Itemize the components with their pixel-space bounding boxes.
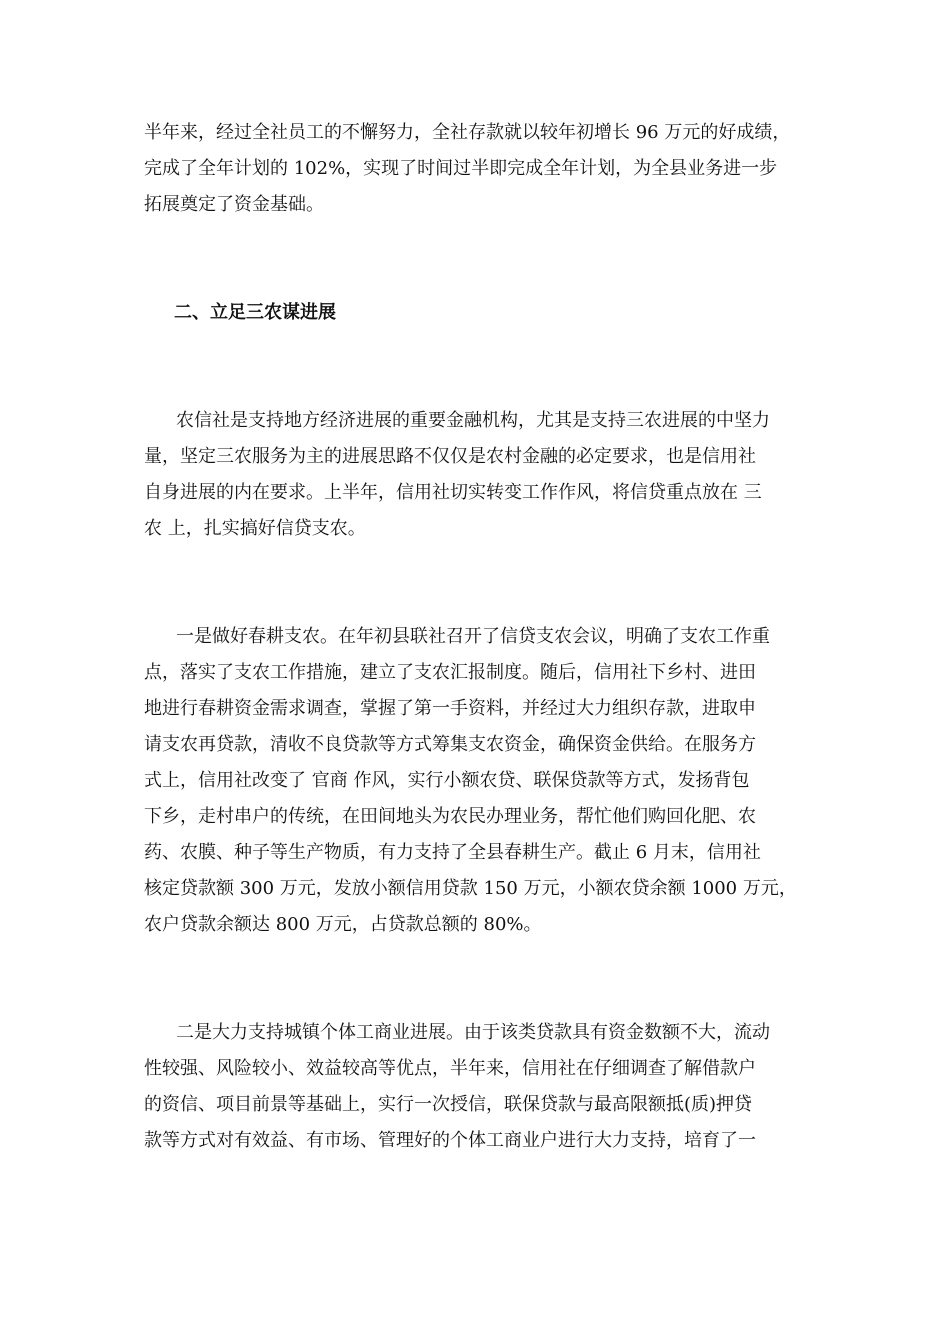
text-line: 式上，信用社改变了 官商 作风，实行小额农贷、联保贷款等方式，发扬背包 (144, 770, 750, 791)
document-page (144, 115, 814, 1159)
text-line: 点，落实了支农工作措施，建立了支农汇报制度。随后，信用社下乡村、进田 (144, 662, 756, 683)
text-line: 核定贷款额 300 万元，发放小额信用贷款 150 万元，小额农贷余额 1000 万元， (144, 878, 797, 899)
text-line: 半年来，经过全社员工的不懈努力，全社存款就以较年初增长 96 万元的好成绩， (144, 122, 791, 143)
text-line: 农户贷款余额达 800 万元，占贷款总额的 80%。 (144, 914, 542, 935)
text-line: 款等方式对有效益、有市场、管理好的个体工商业户进行大力支持，培育了一 (144, 1130, 756, 1151)
text-line: 二是大力支持城镇个体工商业进展。由于该类贷款具有资金数额不大，流动 (176, 1022, 770, 1043)
text-line: 地进行春耕资金需求调查，掌握了第一手资料，并经过大力组织存款，进取申 (144, 698, 756, 719)
paragraph-deposit-summary (144, 115, 814, 223)
text-line: 自身进展的内在要求。上半年，信用社切实转变工作作风，将信贷重点放在 三 (144, 482, 762, 503)
text-line: 一是做好春耕支农。在年初县联社召开了信贷支农会议，明确了支农工作重 (176, 626, 770, 647)
paragraph-rural-credit (144, 403, 814, 547)
text-line: 量，坚定三农服务为主的进展思路不仅仅是农村金融的必定要求，也是信用社 (144, 446, 756, 467)
paragraph-gap (144, 223, 814, 295)
text-line: 农 上，扎实搞好信贷支农。 (144, 518, 366, 539)
section-heading: 二、立足三农谋进展 (174, 302, 336, 323)
text-line: 请支农再贷款，清收不良贷款等方式筹集支农资金，确保资金供给。在服务方 (144, 734, 756, 755)
text-line: 性较强、风险较小、效益较高等优点，半年来，信用社在仔细调查了解借款户 (144, 1058, 756, 1079)
paragraph-gap (144, 331, 814, 403)
text-line: 农信社是支持地方经济进展的重要金融机构，尤其是支持三农进展的中坚力 (176, 410, 770, 431)
text-line: 药、农膜、种子等生产物质，有力支持了全县春耕生产。截止 6 月末，信用社 (144, 842, 761, 863)
paragraph-spring-plowing (144, 619, 814, 943)
text-line: 拓展奠定了资金基础。 (144, 194, 324, 215)
text-line: 的资信、项目前景等基础上，实行一次授信，联保贷款与最高限额抵(质)押贷 (144, 1094, 753, 1115)
paragraph-urban-business (144, 1015, 814, 1159)
paragraph-gap (144, 943, 814, 1015)
text-line: 下乡，走村串户的传统，在田间地头为农民办理业务，帮忙他们购回化肥、农 (144, 806, 756, 827)
text-line: 完成了全年计划的 102%，实现了时间过半即完成全年计划，为全县业务进一步 (144, 158, 778, 179)
paragraph-gap (144, 547, 814, 619)
